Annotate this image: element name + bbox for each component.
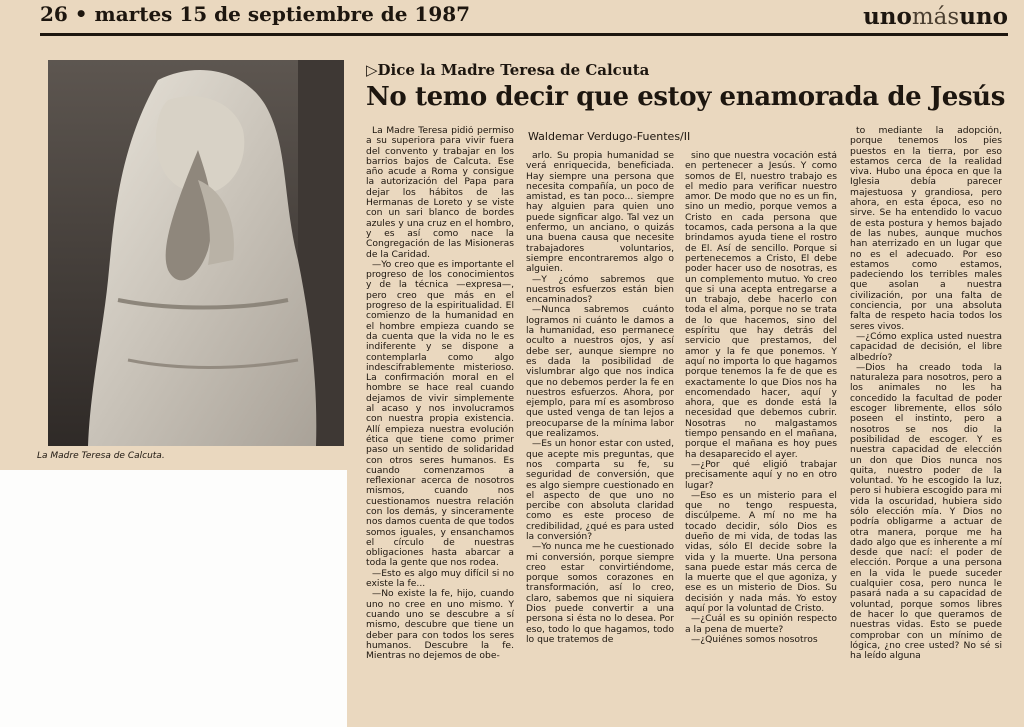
article-headline: No temo decir que estoy enamorada de Jesús [366,82,1005,112]
header-rule [40,33,1008,36]
paragraph: —Dios ha creado toda la naturaleza para nosotros, pero a los animales no les ha concedido la facultad de poder escoger libremente, ellos sólo poseen el instinto, pero a nosotros se nos dio la posibilidad de escoger. Y es nuestra capacidad de elección un don que Dios nunca nos quita, nuestro poder de la voluntad. Yo he escogido la luz, pero si hubiera escogido para mi vida la oscuridad, hubiera sido sólo elección mía. Y Dios no podría obligarme a actuar de otra manera, porque me ha dado algo que es inherente a mí desde que nací: el poder de elección. Porque a una persona en la vida le puede suceder cualquier cosa, pero nunca le pasará nada a su capacidad de voluntad, porque somos libres de hacer lo que queramos de nuestras vidas. Esto se puede comprobar con un mínimo de lógica, ¿no cree usted? No sé si ha leído alguna [850,361,1002,662]
paragraph: La Madre Teresa pidió permiso a su superiora para vivir fuera del convento y trabajar en los barrios bajos de Calcuta. Ese año acude a Roma y consigue la autorización del Papa para dejar los hábitos de las Hermanas de Loreto y se viste con un sari blanco de bordes azules y una cruz en el hombro, y es así como nace la Congregación de las Misioneras de la Caridad. [366,126,514,260]
article-column-3 [685,151,837,727]
paragraph: —Eso es un misterio para el que no tengo respuesta, discúlpeme. A mí no me ha tocado decidir, sólo Dios es dueño de mi vida, de todas las vidas, sólo El decide sobre la vida y la muerte. Una persona sana puede estar más cerca de la muerte que el que agoniza, y ese es un misterio de Dios. Su decisión y nada más. Yo estoy aquí por la voluntad de Cristo. [685,489,837,615]
paragraph: —Yo creo que es importante el progreso de los conocimientos y de la técnica —expresa—, pero creo que más en el progreso de la espiritualidad. El comienzo de la humanidad en el hombre empieza cuando se da cuenta que la vida no le es indiferente y se dispone a contemplarla como algo indescifrablemente misterioso. La confirmación moral en el hombre se hace real cuando dejamos de vivir simplemente al acaso y nos involucramos con nuestra propia existencia. Allí empieza nuestra evolución ética que tiene como primer paso un sentido de solidaridad con otros seres humanos. Es cuando comenzamos a reflexionar acerca de nosotros mismos, cuando nos cuestionamos nuestra relación con los demás, y sinceramente nos damos cuenta de que todos somos iguales, y ensanchamos el círculo de nuestras obligaciones hasta abarcar a toda la gente que nos rodea. [366,258,514,569]
portrait-photo [48,60,344,446]
page-date-line: 26 • martes 15 de septiembre de 1987 [40,2,471,26]
masthead-part-2: más [911,4,960,30]
paragraph: —No existe la fe, hijo, cuando uno no cree en uno mismo. Y cuando uno se descubre a sí mismo, descubre que tiene un deber para con todos los seres humanos. Descubre la fe. Mientras no dejemos de obe- [366,588,514,662]
paragraph: —¿Por qué eligió trabajar precisamente aquí y no en otro lugar? [685,458,837,491]
article-column-4 [850,126,1002,727]
masthead-part-3: uno [959,3,1008,30]
paragraph: —¿Cuál es su opinión respecto a la pena de muerte? [685,613,837,635]
article-byline: Waldemar Verdugo-Fuentes/II [528,130,691,143]
paragraph: —¿Quiénes somos nosotros [691,633,818,645]
paragraph: sino que nuestra vocación está en pertenecer a Jesús. Y como somos de El, nuestro trabajo es el medio para verificar nuestro amor. De modo que no es un fin, sino un medio, porque vemos a Cristo en cada persona que tocamos, cada persona a la que brindamos ayuda tiene el rostro de El. Así de sencillo. Porque si pertenecemos a Cristo, El debe poder hacer uso de nosotras, es un complemento mutuo. Yo creo que si una acepta entregarse a un trabajo, debe hacerlo con toda el alma, porque no se trata de lo que hacemos, sino del espíritu que hay detrás del servicio que prestamos, del amor y la fe que ponemos. Y aquí no importa lo que hagamos porque tenemos la fe de que es exactamente lo que Dios nos ha encomendado hacer, aquí y ahora, que es donde está la necesidad que debemos cubrir. Nosotras no malgastamos tiempo pensando en el mañana, porque el mañana es hoy pues ha desaparecido el ayer. [685,151,837,460]
paragraph: arlo. Su propia humanidad se verá enriquecida, beneficiada. Hay siempre una persona que necesita compañía, un poco de amistad, es tan poco... siempre hay alguien para quien uno puede signficar algo. Tal vez un enfermo, un anciano, o quizás una buena causa que necesite trabajadores voluntarios, siempre encontraremos algo o alguien. [526,151,674,275]
paragraph: —Yo nunca me he cuestionado mi conversión, porque siempre creo estar convirtiéndome, porque somos corazones en transformación, así lo creo, claro, sabemos que ni siquiera Dios puede convertir a una persona si ésta no lo desea. Por eso, todo lo que hagamos, todo lo que tratemos de [526,541,674,645]
masthead-logo [863,3,1008,30]
paragraph: —Y ¿cómo sabremos que nuestros esfuerzos están bien encaminados? [526,273,674,306]
paragraph: —Es un honor estar con usted, que acepte mis preguntas, que nos comparta su fe, su seguridad de conversión, que es algo siempre cuestionado en el aspecto de que uno no percibe con absoluta claridad como es este proceso de credibilidad, ¿qué es para usted la conversión? [526,438,674,542]
paragraph: —Nunca sabremos cuánto logramos ni cuánto le damos a la humanidad, eso permanece oculto a nuestros ojos, y así debe ser, aunque siempre no es dada la posibilidad de vislumbrar algo que nos indica que no debemos perder la fe en nuestros esfuerzos. Ahora, por ejemplo, para mí es asombroso que usted venga de tan lejos a preocuparse de la mínima labor que realizamos. [526,304,674,440]
article-kicker: ▷Dice la Madre Teresa de Calcuta [366,61,650,79]
paragraph: —¿Cómo explica usted nuestra capacidad de decisión, el libre albedrío? [850,330,1002,363]
article-column-2 [526,151,674,727]
masthead-part-1: uno [863,3,912,30]
paragraph: to mediante la adopción, porque tenemos los pies puestos en la tierra, por eso estamos cerca de la realidad viva. Hubo una época en que la Iglesia debía parecer majestuosa y grandiosa, pero ahora, en esta época, eso no sirve. Se ha entendido lo vacuo de esta postura y hemos bajado de las nubes, aunque muchos han aterrizado en un lugar que no es el adecuado. Por eso estamos como estamos, padeciendo los terribles males que asolan a nuestra civilización, por una falta de conciencia, por una absoluta falta de respeto hacia todos los seres vivos. [850,126,1002,332]
praying-nun-figure [48,60,344,446]
article-column-1 [366,126,514,727]
photo-caption: La Madre Teresa de Calcuta. [37,451,165,461]
paragraph: —Esto es algo muy difícil si no existe la fe... [366,567,514,590]
paper-cutout-area [0,470,347,727]
